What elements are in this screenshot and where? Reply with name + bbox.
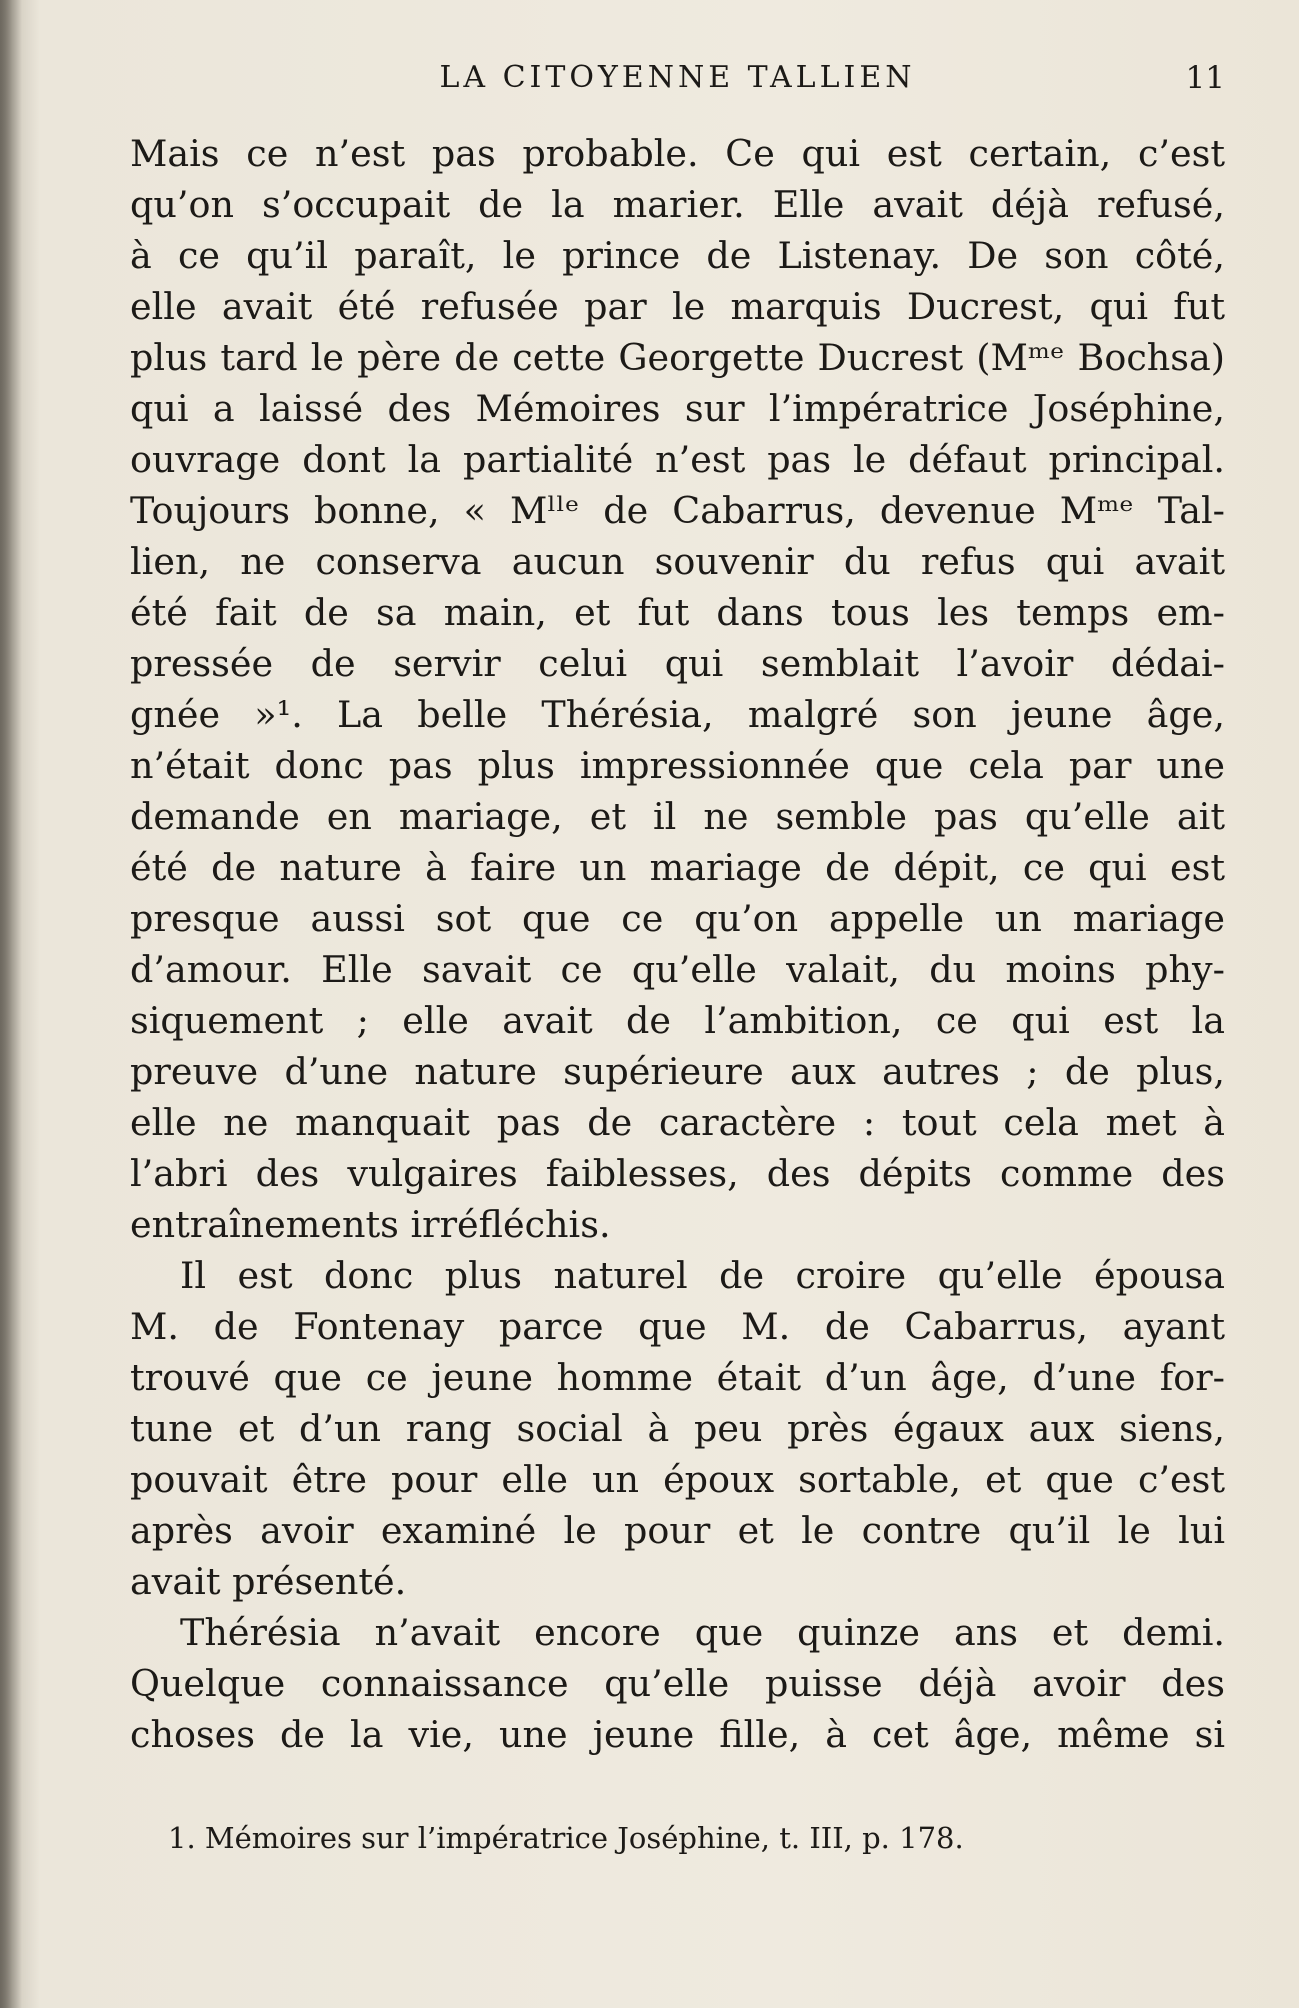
text-line: entraînements irréfléchis.	[130, 1203, 611, 1246]
text-line: l’abri des vulgaires faiblesses, des dépits comme des	[130, 1152, 1225, 1195]
text-line: à ce qu’il paraît, le prince de Listenay. De son côté,	[130, 234, 1225, 277]
text-line: Toujours bonne, « Mˡˡᵉ de Cabarrus, devenue Mᵐᵉ Tal-	[130, 489, 1225, 532]
running-title: LA CITOYENNE TALLIEN	[439, 60, 916, 95]
text-line: après avoir examiné le pour et le contre qu’il le lui	[130, 1509, 1225, 1552]
text-line: qui a laissé des Mémoires sur l’impératrice Joséphine,	[130, 387, 1225, 430]
text-line: pouvait être pour elle un époux sortable, et que c’est	[130, 1458, 1225, 1501]
text-line: Mais ce n’est pas probable. Ce qui est certain, c’est	[130, 132, 1225, 175]
binding-shadow	[0, 0, 22, 2008]
text-line: demande en mariage, et il ne semble pas qu’elle ait	[130, 795, 1225, 838]
text-line: d’amour. Elle savait ce qu’elle valait, du moins phy-	[130, 948, 1225, 991]
text-line: choses de la vie, une jeune fille, à cet âge, même si	[130, 1713, 1225, 1756]
text-line: Il est donc plus naturel de croire qu’elle épousa	[180, 1254, 1225, 1297]
text-line: elle ne manquait pas de caractère : tout cela met à	[130, 1101, 1225, 1144]
text-line: elle avait été refusée par le marquis Ducrest, qui fut	[130, 285, 1225, 328]
text-line: plus tard le père de cette Georgette Ducrest (Mᵐᵉ Bochsa)	[130, 336, 1225, 379]
text-line: lien, ne conserva aucun souvenir du refus qui avait	[130, 540, 1225, 583]
text-line: siquement ; elle avait de l’ambition, ce qui est la	[130, 999, 1225, 1042]
text-line: M. de Fontenay parce que M. de Cabarrus, ayant	[130, 1305, 1225, 1348]
footnote: 1. Mémoires sur l’impératrice Joséphine, t. III, p. 178.	[168, 1821, 964, 1855]
text-line: Thérésia n’avait encore que quinze ans et demi.	[180, 1611, 1225, 1654]
text-line: tune et d’un rang social à peu près égaux aux siens,	[130, 1407, 1225, 1450]
text-line: été fait de sa main, et fut dans tous les temps em-	[130, 591, 1225, 634]
page-number: 11	[1185, 60, 1225, 96]
text-line: trouvé que ce jeune homme était d’un âge, d’une for-	[130, 1356, 1225, 1399]
text-line: avait présenté.	[130, 1560, 407, 1603]
text-line: qu’on s’occupait de la marier. Elle avait déjà refusé,	[130, 183, 1225, 226]
text-line: preuve d’une nature supérieure aux autres ; de plus,	[130, 1050, 1225, 1093]
text-line: n’était donc pas plus impressionnée que cela par une	[130, 744, 1225, 787]
text-line: presque aussi sot que ce qu’on appelle un mariage	[130, 897, 1225, 940]
text-line: gnée »¹. La belle Thérésia, malgré son jeune âge,	[130, 693, 1225, 736]
text-line: pressée de servir celui qui semblait l’avoir dédai-	[130, 642, 1225, 685]
text-line: ouvrage dont la partialité n’est pas le défaut principal.	[130, 438, 1225, 481]
text-line: Quelque connaissance qu’elle puisse déjà avoir des	[130, 1662, 1225, 1705]
running-head	[130, 56, 1225, 100]
body-text	[130, 128, 1225, 1760]
text-line: été de nature à faire un mariage de dépit, ce qui est	[130, 846, 1225, 889]
